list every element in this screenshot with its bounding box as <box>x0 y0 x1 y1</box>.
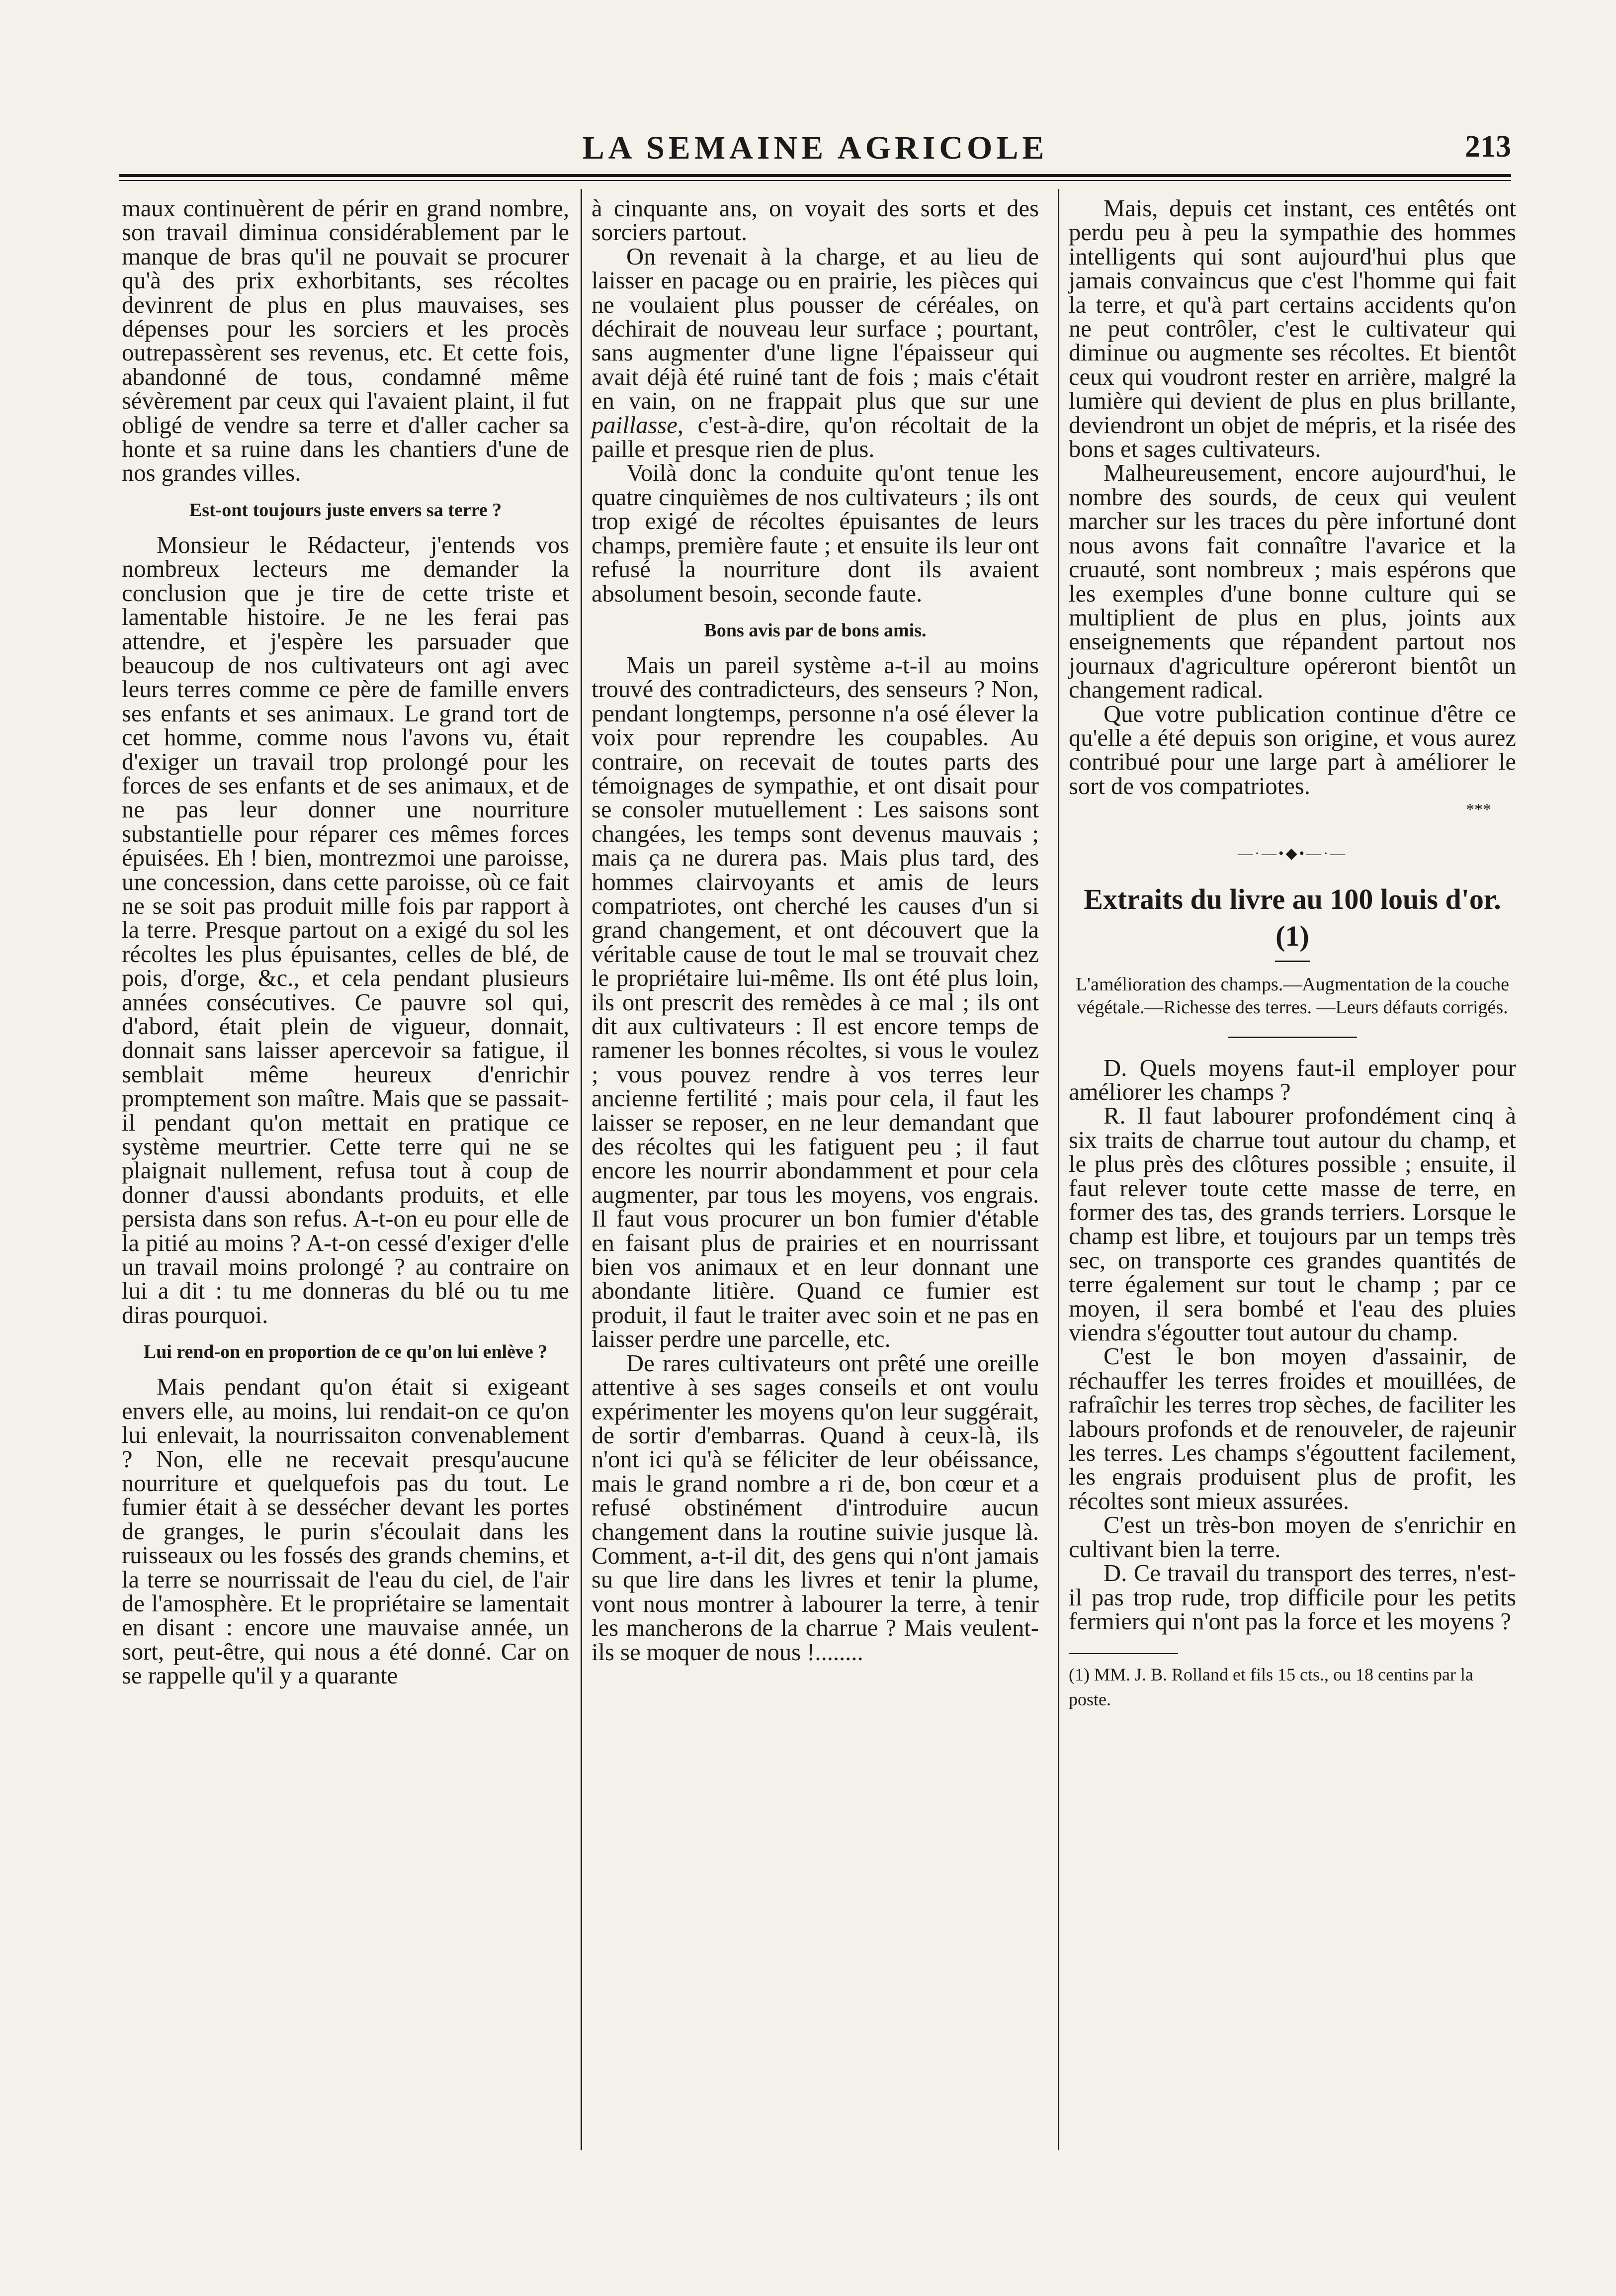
footnote-rule <box>1069 1653 1178 1654</box>
paragraph: Mais un pareil système a-t-il au moins trouvé des contradicteurs, des senseurs ? Non, pendant longtemps, personne n'a osé élever la voix pour reprendre les coupables. Au contraire, on recevait de toutes parts des témoignages de sympathie, et ont disait pour se consoler mutuellement : Les saisons sont changées, les temps sont devenus mauvais ; mais ça ne durera pas. Mais plus tard, des hommes clairvoyants et amis de leurs compatriotes, ont cherché les causes d'un si grand changement, et ont découvert que la véritable cause de tout le mal se trouvait chez le propriétaire lui-même. Ils ont été plus loin, ils ont prescrit des remèdes à ce mal ; ils ont dit aux cultivateurs : Il est encore temps de ramener les bonnes récoltes, si vous le voulez ; vous pouvez rendre à vos terres leur ancienne fertilité ; mais pour cela, il faut les laisser se reposer, en ne leur demandant que des récoltes qui les fatiguent peu ; il faut encore les nourrir abondamment et pour cela augmenter, par tous les moyens, vos engrais. Il faut vous procurer un bon fumier d'étable en faisant plus de prairies et en nourrissant bien vos animaux et en leur donnant une abondante litière. Quand ce fumier est produit, il faut le traiter avec soin et ne pas en laisser perdre une parcelle, etc. <box>592 651 1039 1353</box>
column-2 <box>592 196 1039 1664</box>
page-header <box>119 124 1511 169</box>
section-heading: Lui rend-on en proportion de ce qu'on lui enlève ? <box>143 1341 548 1363</box>
paragraph: à cinquante ans, on voyait des sorts et des sorciers partout. <box>592 195 1039 246</box>
article-title: Extraits du livre au 100 louis d'or. (1) <box>1084 883 1501 952</box>
text-run: , c'est-à-dire, qu'on récoltait de la paille et presque rien de plus. <box>592 411 1039 463</box>
paragraph: Voilà donc la conduite qu'ont tenue les quatre cinquièmes de nos cultivateurs ; ils ont trop exigé de récoltes épuisantes de leurs champs, première faute ; et ensuite ils leur ont refusé la nourriture dont ils avaient absolument besoin, seconde faute. <box>592 459 1039 607</box>
column-3 <box>1069 196 1516 1712</box>
column-divider <box>581 189 582 2150</box>
answer: R. Il faut labourer profondément cinq à six traits de charrue tout autour du champ, et le plus près des clôtures possible ; ensuite, il faut relever toute cette masse de terre, en former des tas, des grands terriers. Lorsque le champ est libre, et toujours par un temps très sec, on transporte ces grandes quantités de terre également sur tout le champ ; par ce moyen, il sera bombé et l'eau des pluies viendra s'égoutter tout autour du champ. <box>1069 1102 1516 1346</box>
header-rule-thin <box>119 180 1511 181</box>
paragraph: Malheureusement, encore aujourd'hui, le nombre des sourds, de ceux qui veulent marcher sur les traces du père infortuné dont nous avons fait connaître l'avarice et la cruauté, sont nombreux ; mais espérons que les exemples d'une bonne culture qui se multiplient de plus en plus, joints aux enseignements que répandent partout nos journaux d'agriculture opéreront bientôt un changement radical. <box>1069 459 1516 704</box>
signature-stars: *** <box>1466 800 1491 819</box>
paragraph: Que votre publication continue d'être ce qu'elle a été depuis son origine, et vous aurez contribué pour une large part à améliorer le sort de vos compatriotes. <box>1069 700 1516 799</box>
section-heading: Bons avis par de bons amis. <box>704 619 927 641</box>
paragraph: Mais, depuis cet instant, ces entêtés ont perdu peu à peu la sympathie des hommes intelligents qui sont aujourd'hui plus que jamais convaincus que c'est l'homme qui fait la terre, et qu'à part certains accidents qu'on ne peut contrôler, c'est le cultivateur qui diminue ou augmente ses récoltes. Et bientôt ceux qui voudront rester en arrière, malgré la lumière qui devient de plus en plus brillante, deviendront un objet de mépris, et la risée des bons et sages cultivateurs. <box>1069 195 1516 463</box>
summary-rule <box>1228 1037 1357 1038</box>
paragraph: C'est le bon moyen d'assainir, de réchauffer les terres froides et mouillées, de rafraîchir les terres trop sèches, de faciliter les labours profonds et de renouveler, de rajeunir les terres. Les champs s'égouttent facilement, les engrais produisent plus de profit, les récoltes sont mieux assurées. <box>1069 1343 1516 1514</box>
section-heading: Est-ont toujours juste envers sa terre ? <box>189 499 502 521</box>
journal-title: LA SEMAINE AGRICOLE <box>582 130 1048 166</box>
paragraph: De rares cultivateurs ont prêté une oreille attentive à ses sages conseils et ont voulu expérimenter les moyens qu'on leur suggérait, de sortir d'embarras. Quand à ceux-là, ils n'ont ici qu'à se féliciter de leur obéissance, mais le grand nombre a ri de, bon cœur et a refusé obstinément d'introduire aucun changement dans la routine suivie jusque là. Comment, a-t-il dit, des gens qui n'ont jamais su que lire dans les livres et tenir la plume, vont nous montrer à labourer la terre, à tenir les mancherons de la charrue ? Mais veulent-ils se moquer de nous !........ <box>592 1349 1039 1666</box>
title-dash <box>1275 961 1310 962</box>
question: D. Quels moyens faut-il employer pour améliorer les champs ? <box>1069 1054 1516 1105</box>
ornament-divider: —·—•◆•—·— <box>1237 845 1348 862</box>
paragraph: maux continuèrent de périr en grand nombre, son travail diminua considérablement par le manque de bras qu'il ne pouvait se procurer qu'à des prix exhorbitants, ses récoltes devinrent de plus en plus mauvaises, ses dépenses pour les sorciers et les procès outrepassèrent ses revenus, etc. Et cette fois, abandonné de tous, condamné même sévèrement par ceux qui l'avaient plaint, il fut obligé de vendre sa terre et d'aller cacher sa honte et sa ruine dans les chantiers d'une de nos grandes villes. <box>122 195 569 487</box>
footnote: (1) MM. J. B. Rolland et fils 15 cts., ou 18 centins par la poste. <box>1069 1665 1473 1710</box>
italic-word: paillasse <box>592 411 678 439</box>
column-divider <box>1058 189 1059 2150</box>
article-summary: L'amélioration des champs.—Augmentation de la couche végétale.—Richesse des terres. —Leurs défauts corrigés. <box>1075 973 1510 1018</box>
text-run: On revenait à la charge, et au lieu de laisser en pacage ou en prairie, les pièces qui ne voulaient plus pousser de céréales, on déchirait de nouveau leur surface ; pourtant, sans augmenter d'une ligne l'épaisseur qui avait déjà été ruiné tant de fois ; mais c'était en vain, on ne frappait plus que sur une <box>592 243 1039 415</box>
question: D. Ce travail du transport des terres, n'est-il pas trop rude, trop difficile pour les petits fermiers qui n'ont pas la force et les moyens ? <box>1069 1560 1516 1635</box>
paragraph: Mais pendant qu'on était si exigeant envers elle, au moins, lui rendait-on ce qu'on lui enlevait, la nourrissaiton convenablement ? Non, elle ne recevait presqu'aucune nourriture et quelquefois pas du tout. Le fumier était à se dessécher devant les portes de granges, le purin s'écoulait dans les ruisseaux ou les fossés des grands chemins, et la terre se nourrissait de l'eau du ciel, de l'air de l'amosphère. Et le propriétaire se lamentait en disant : encore une mauvaise année, un sort, peut-être, qui nous a été donné. Car on se rappelle qu'il y a quarante <box>122 1373 569 1689</box>
header-rule <box>119 174 1511 177</box>
page-number: 213 <box>1465 130 1511 164</box>
column-1 <box>122 196 569 1688</box>
paragraph <box>592 245 1039 461</box>
paragraph: Monsieur le Rédacteur, j'entends vos nombreux lecteurs me demander la conclusion que je tire de cette triste et lamentable histoire. Je ne les ferai pas attendre, et j'espère les parsuader que beaucoup de nos cultivateurs ont agi avec leurs terres comme ce père de famille envers ses enfants et ses animaux. Le grand tort de cet homme, comme nous l'avons vu, était d'exiger un travail trop prolongé pour les forces de ses enfants et de ses animaux, et de ne pas leur donner une nourriture substantielle pour réparer ces mêmes forces épuisées. Eh ! bien, montrezmoi une paroisse, une concession, dans cette paroisse, où ce fait ne se soit pas produit mille fois par rapport à la terre. Presque partout on a exigé du sol les récoltes les plus épuisantes, celles de blé, de pois, d'orge, &c., et cela pendant plusieurs années consécutives. Ce pauvre sol qui, d'abord, était plein de vigueur, donnait, donnait sans laisser apercevoir sa fatigue, il semblait même heureux d'enrichir promptement son maître. Mais que se passait-il pendant qu'on mettait en pratique ce système meurtrier. Cette terre qui ne se plaignait nullement, refusa tout à coup de donner d'aussi abondants produits, et elle persista dans son refus. A-t-on eu pour elle de la pitié au moins ? A-t-on cessé d'exiger d'elle un travail moins prolongé ? au contraire on lui a dit : tu me donneras du blé ou tu me diras pourquoi. <box>122 531 569 1328</box>
paragraph: C'est un très-bon moyen de s'enrichir en cultivant bien la terre. <box>1069 1511 1516 1563</box>
